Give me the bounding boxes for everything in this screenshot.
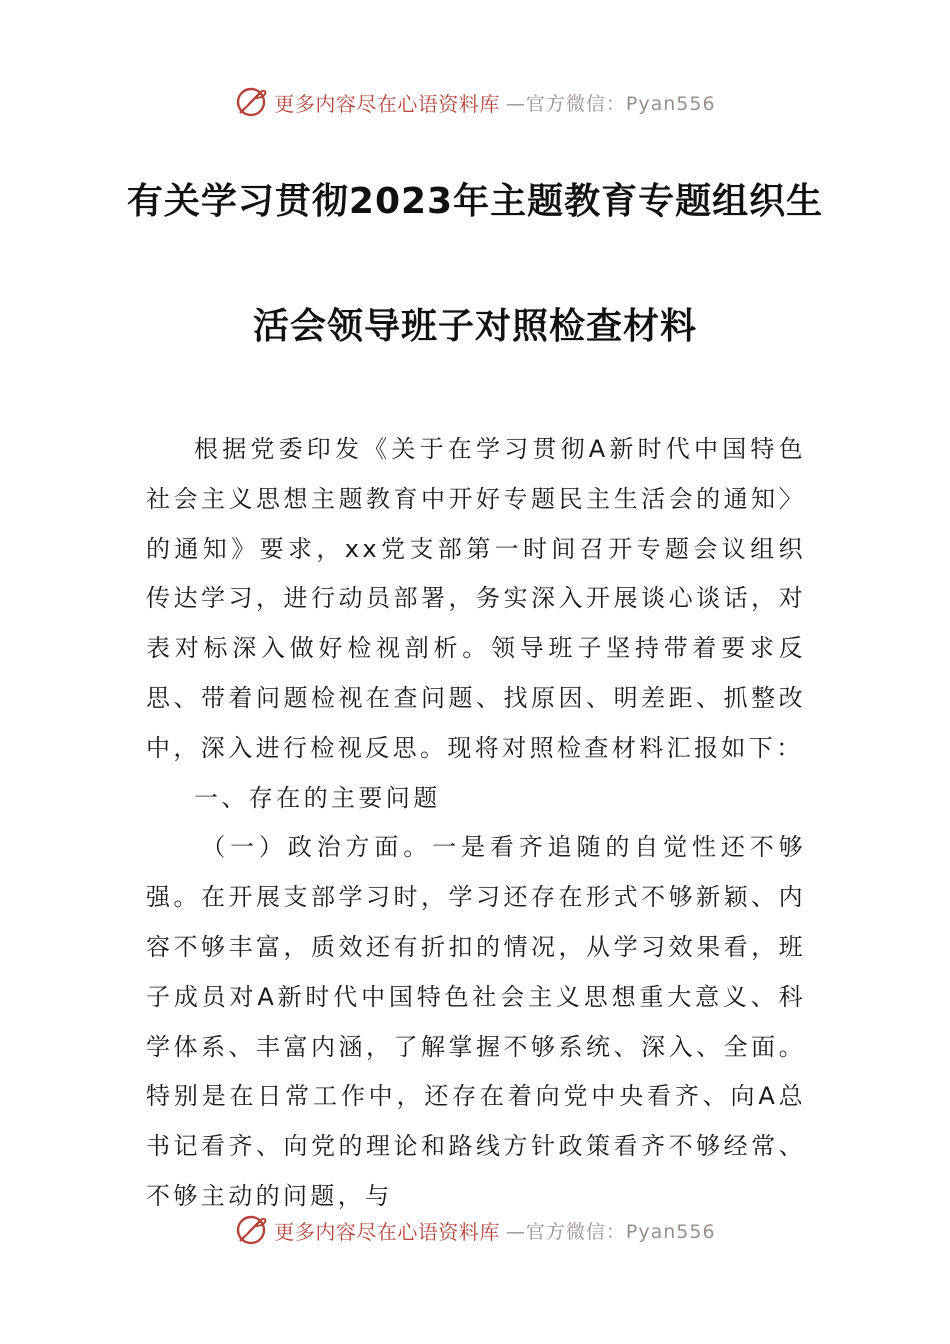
banner-contact-text: —官方微信：Pyan556 <box>505 92 716 115</box>
document-title-line-1: 有关学习贯彻2023年主题教育专题组织生 <box>126 181 824 222</box>
banner-brand-text: 更多内容尽在心语资料库 <box>274 91 500 116</box>
header-banner <box>0 82 950 122</box>
body-paragraph: 根据党委印发《关于在学习贯彻A新时代中国特色社会主义思想主题教育中开好专题民主生活会的通知〉的通知》要求，xx党支部第一时间召开专题会议组织传达学习，进行动员部署，务实深入开展谈心谈话，对表对标深入做好检视剖析。领导班子坚持带着要求反思、带着问题检视在查问题、找原因、明差距、抓整改中，深入进行检视反思。现将对照检查材料汇报如下： <box>146 435 806 762</box>
banner-brand-text: 更多内容尽在心语资料库 <box>274 1219 500 1244</box>
body-paragraph: （一）政治方面。一是看齐追随的自觉性还不够强。在开展支部学习时，学习还存在形式不够新颖、内容不够丰富，质效还有折扣的情况，从学习效果看，班子成员对A新时代中国特色社会主义思想重大意义、科学体系、丰富内涵，了解掌握不够系统、深入、全面。特别是在日常工作中，还存在着向党中央看齐、向A总书记看齐、向党的理论和路线方针政策看齐不够经常、不够主动的问题，与 <box>146 833 806 1210</box>
section-heading: 一、存在的主要问题 <box>194 783 441 812</box>
document-title-line-2: 活会领导班子对照检查材料 <box>252 306 697 347</box>
document-body <box>146 425 806 1222</box>
quill-logo-icon <box>234 85 268 119</box>
quill-logo-icon <box>234 1213 268 1247</box>
footer-banner <box>0 1210 950 1250</box>
banner-contact-text: —官方微信：Pyan556 <box>505 1220 716 1243</box>
